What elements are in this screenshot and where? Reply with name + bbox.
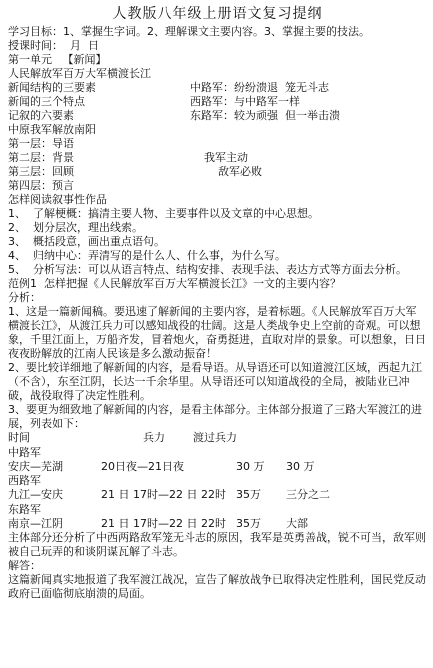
table-group-name: 中路军 xyxy=(8,445,41,459)
layer-left: 第一层：导语 xyxy=(8,137,74,150)
table-cell: 九江—安庆 xyxy=(8,488,63,501)
method-item: 3、 概括段意，画出重点语句。 xyxy=(8,235,165,248)
analysis-label: 分析： xyxy=(8,291,41,304)
unit-heading: 第一单元 【新闻】 xyxy=(8,53,107,66)
method-item: 5、 分析写法：可以从语言特点、结构安排、表现手法、表达方式等方面去分析。 xyxy=(8,263,407,276)
learning-goals: 学习目标：1、掌握生字词。2、理解课文主要内容。3、掌握主要的技法。 xyxy=(8,25,370,38)
table-cell: 35万 xyxy=(236,488,261,501)
fact-row xyxy=(8,109,427,123)
document-title: 人教版八年级上册语文复习提纲 xyxy=(112,6,323,22)
table-cell: 35万 xyxy=(236,516,261,530)
analysis-paragraph: 2、要比较详细地了解新闻的内容，是看导语。从导语还可以知道渡江区域，西起九江（不含），东至江阴，长达一千余华里。从导语还可以知道战役的全局，被陆业已冲破，战役取得了决定性胜利。 xyxy=(8,361,422,402)
layer-right: 我军主动 xyxy=(204,151,248,164)
answer-label: 解答： xyxy=(8,559,41,572)
table-group-name: 东路军 xyxy=(8,502,41,516)
analysis-paragraph: 1、这是一篇新闻稿。要迅速了解新闻的主要内容，是着标题。《人民解放军百万大军横渡长江》，从渡江兵力可以感知战役的壮阔。这是人类战争史上空前的奇观。可以想象，千里江面上，万船齐发，冒着炮火，奋勇挺进，直取对岸的景象。可以想象，日日夜夜盼解放的江南人民该是多么激动振奋！ xyxy=(8,305,426,360)
method-item: 1、 了解梗概：搞清主要人物、主要事件以及文章的中心思想。 xyxy=(8,207,319,220)
fact-row xyxy=(8,81,427,95)
lesson-date: 授课时间： 月 日 xyxy=(8,39,99,52)
analysis-paragraph: 3、要更为细致地了解新闻的内容，是看主体部分。主体部分报道了三路大军渡江的进展，列表如下： xyxy=(8,403,422,430)
table-row xyxy=(8,517,427,532)
table-cell: 21 日 17时—22 日 22时 xyxy=(101,516,226,530)
layer-left: 第二层：背景 xyxy=(8,151,74,164)
table-cell: 30 万 xyxy=(286,459,315,473)
fact-left: 新闻结构的三要素 xyxy=(8,81,96,94)
layer-row xyxy=(8,151,427,165)
table-row xyxy=(8,488,427,503)
layer-row xyxy=(8,165,427,179)
fact-row xyxy=(8,95,427,109)
table-cell: 21 日 17时—22 日 22时 xyxy=(101,488,226,501)
lesson-title: 人民解放军百万大军横渡长江 xyxy=(8,67,151,80)
fact-left: 记叙的六要素 xyxy=(8,109,74,122)
table-cell: 南京—江阴 xyxy=(8,516,63,530)
fact-left: 新闻的三个特点 xyxy=(8,95,85,108)
layer-row xyxy=(8,137,427,151)
fact-right: 西路军：与中路军一样 xyxy=(190,95,300,108)
answer-paragraph: 这篇新闻真实地报道了我军渡江战况，宣告了解放战争已取得决定性胜利，国民党反动政府已面临彻底崩溃的局面。 xyxy=(8,573,426,600)
table-row xyxy=(8,460,427,475)
table-cell: 20日夜—21日夜 xyxy=(101,459,184,473)
table-cell: 三分之二 xyxy=(286,488,330,501)
layer-left: 第三层：回顾 xyxy=(8,165,74,178)
layer-left: 第四层：预言 xyxy=(8,179,74,192)
conclusion-paragraph: 主体部分还分析了中西两路敌军笼无斗志的原因，我军是英勇善战，锐不可当，敌军则被自己玩弄的和谈阴谋瓦解了斗志。 xyxy=(8,531,426,558)
fact-right: 东路军：较为顽强 但一举击溃 xyxy=(190,109,340,122)
layer-right: 敌军必败 xyxy=(218,165,262,178)
table-header-time: 时间 xyxy=(8,431,30,444)
table-cell: 安庆—芜湖 xyxy=(8,459,63,473)
method-title: 怎样阅读叙事性作品 xyxy=(8,193,107,206)
example-question: 范例1 怎样把握《人民解放军百万大军横渡长江》一文的主要内容？ xyxy=(8,277,341,290)
table-group-name: 西路军 xyxy=(8,474,41,487)
table-header-force: 兵力 xyxy=(143,431,165,444)
fact-right: 中路军：纷纷溃退 笼无斗志 xyxy=(190,81,329,94)
table-header xyxy=(8,431,427,446)
method-item: 4、 归纳中心：弄清写的是什么人、什么事，为什么写。 xyxy=(8,249,286,262)
layer-row xyxy=(8,179,427,193)
table-header-crossed: 渡过兵力 xyxy=(193,431,237,444)
table-cell: 30 万 xyxy=(236,459,265,473)
table-cell: 大部 xyxy=(286,516,308,530)
subtitle: 中原我军解放南阳 xyxy=(8,123,96,136)
method-item: 2、 划分层次，理出线索。 xyxy=(8,221,143,234)
